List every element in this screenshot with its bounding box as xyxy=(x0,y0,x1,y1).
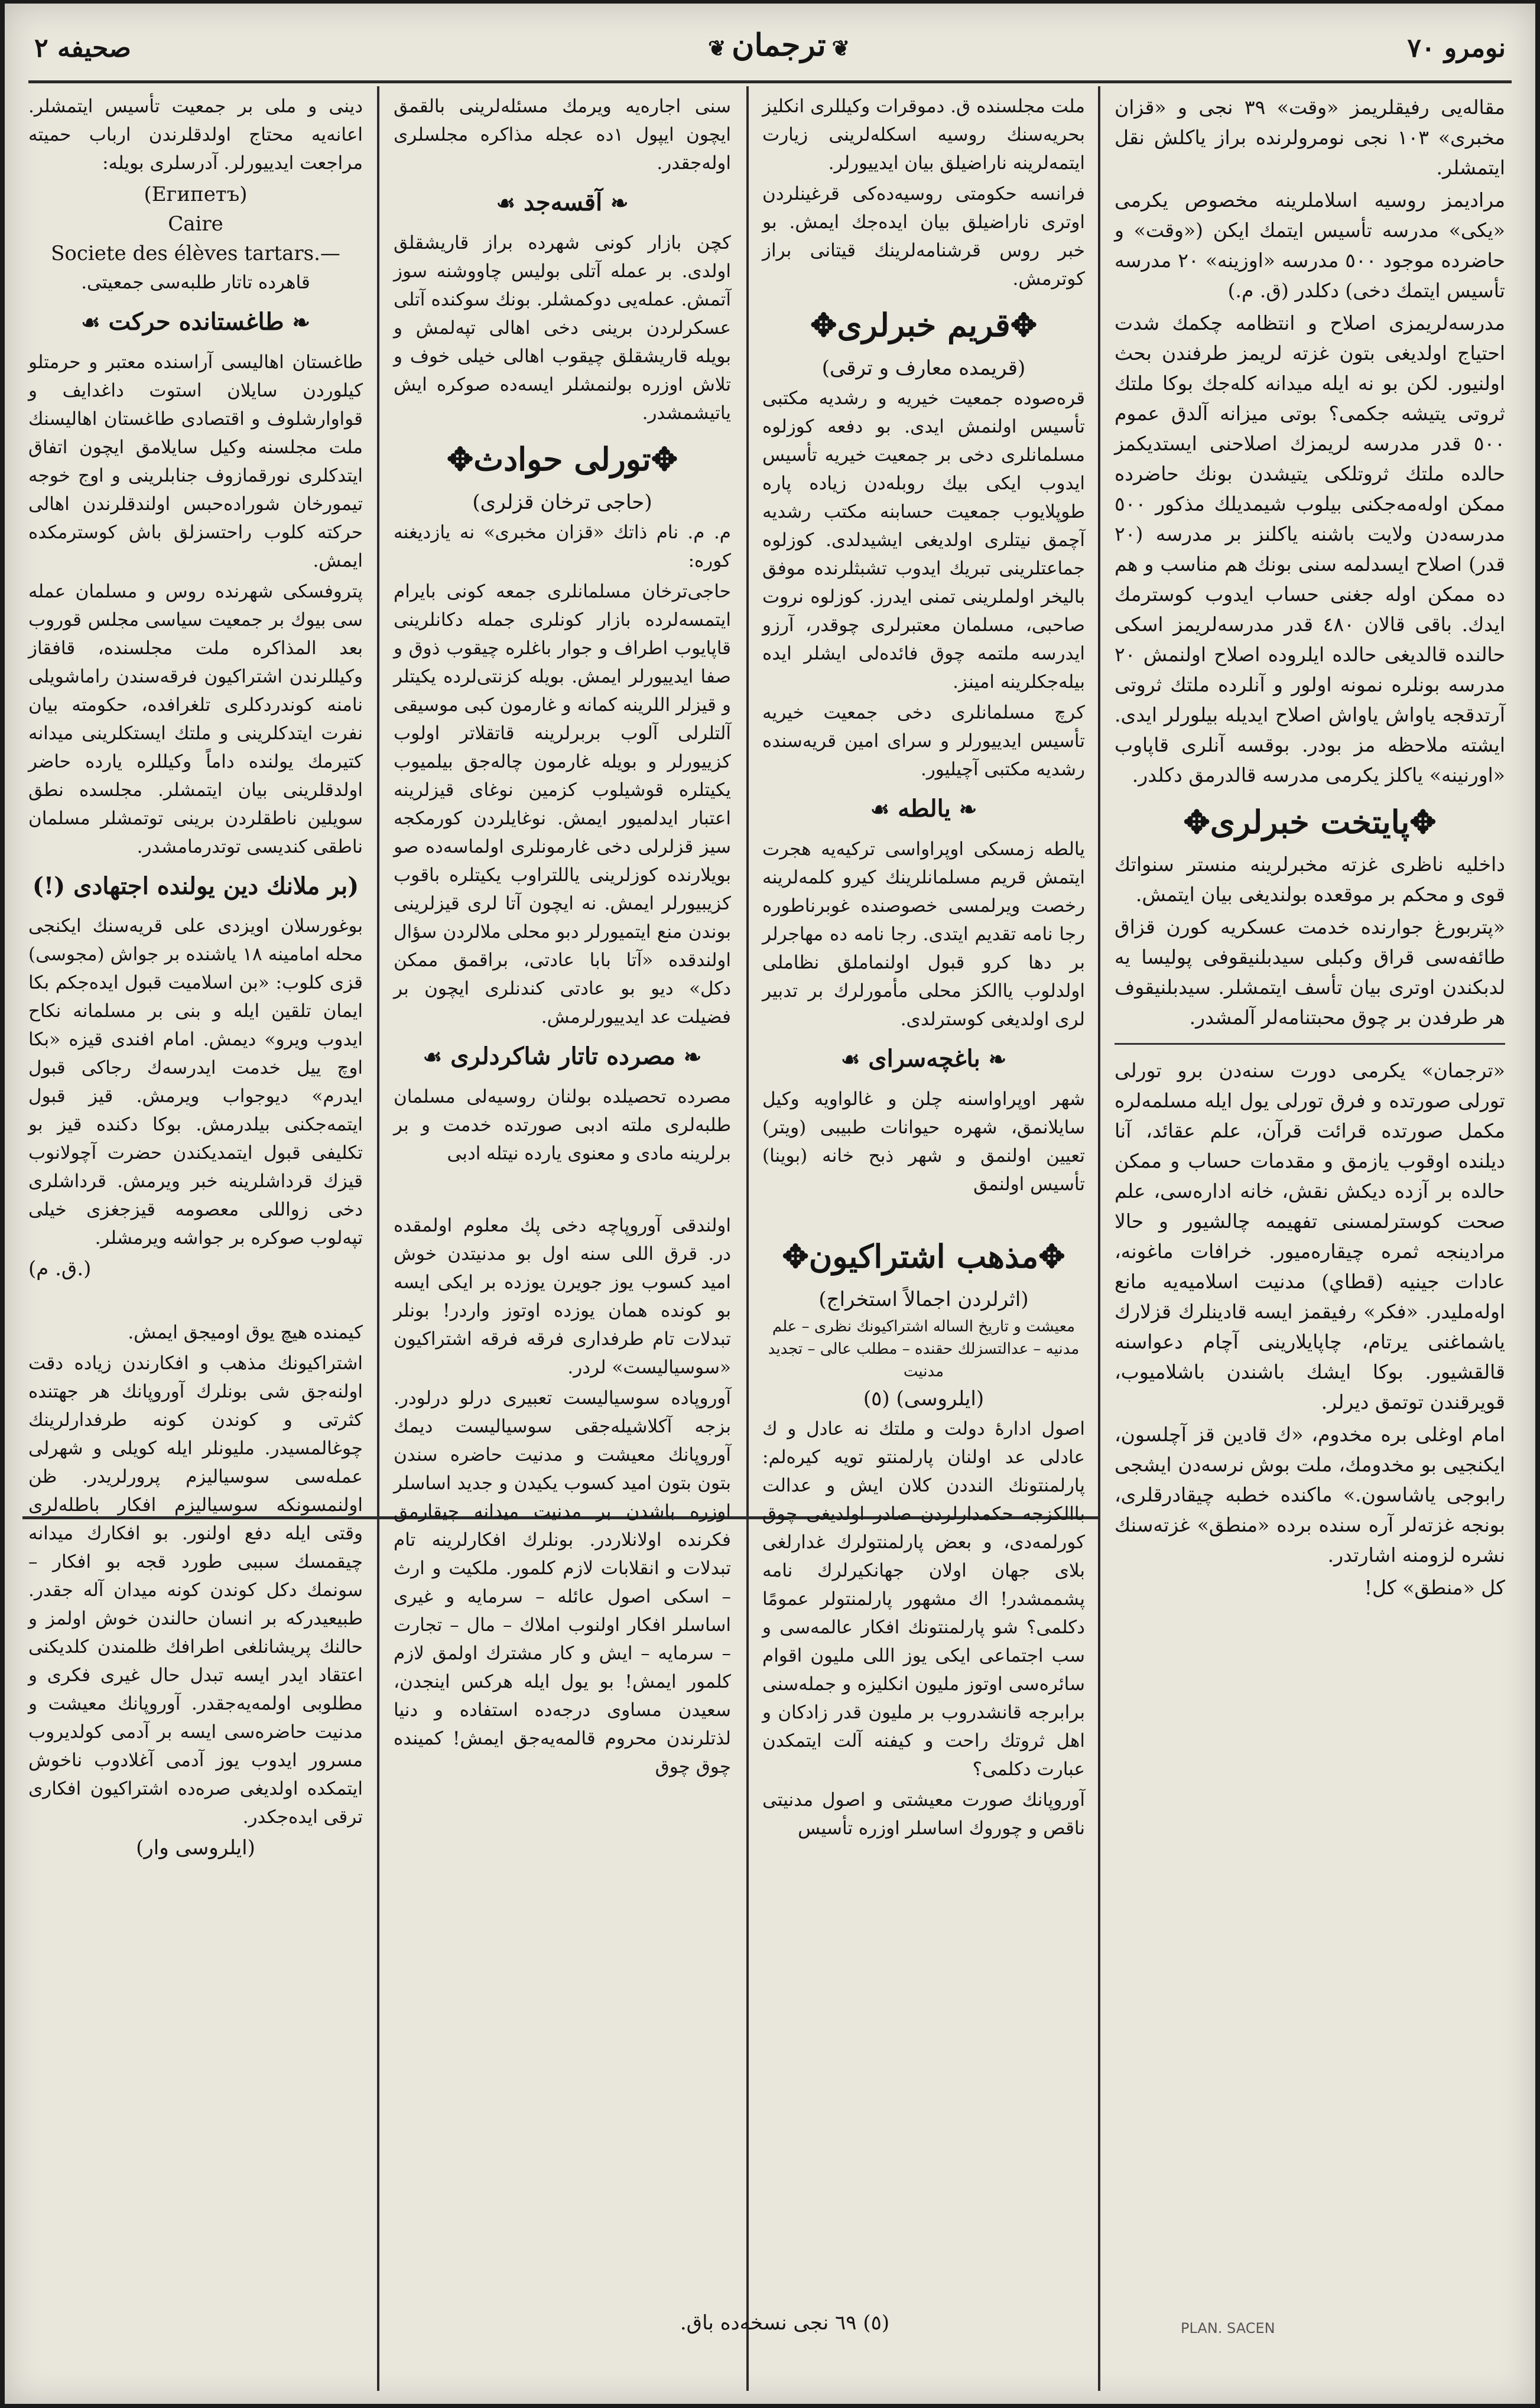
article-paragraph: بوغورسلان اويزدی علی قريه‌سنك ايكنجی محله امامينه ١٨ ياشنده بر جواش (مجوسی) قزی كلوب: «بن اسلاميت قبول ايدەجكم بكا ايمان تلقين ايله و بنی بر مسلمانه نكاح ايدوب ويرو» ديمش. امام افندی قيزه «بكا اوچ ييل خدمت ايدرسه‌ك رجاكی قبول ايدرم» ديوجواب ويرمش. قيز قبول ايتمەجكنی بيلدرمش. بوكا دكنده قيز بو تكليفی قبول ايتمديكندن حضرت آچولانوب قيزك قرداشلرينه خبر ويرمش. قرداشلری دخی زواللی معصومه قيزجغزی خيلی تپەلوب صوكره بر جواشه ويرمشلر. xyxy=(28,915,363,1249)
article-paragraph: داخليه ناظری غزته مخبرلرينه منستر سنواتك قوی و محكم بر موقعده بولنديغی بيان ايتمش. xyxy=(1115,853,1505,906)
signature: (ق. م.) xyxy=(28,1257,92,1281)
address-line: قاهرده تاتار طلبه‌سی جمعيتی. xyxy=(81,272,310,293)
article-paragraph: فرانسه حكومتی روسيه‌ده‌كی قرغينلردن اوتری ناراضيلق بيان ايدەجك ايمش. بو خبر روس قرشنامەلرينك قيتانی براز كوترمش. xyxy=(762,183,1085,290)
footnote: (٥) ٦٩ نجی نسخه‌ده باق. xyxy=(680,2311,890,2335)
article-paragraph: دينی و ملی بر جمعيت تأسيس ايتمشلر. اعانەيه محتاج اولدقلرندن ارباب حميته مراجعت ايدييورلر. آدرسلری بويله: xyxy=(28,96,363,174)
section-heading: ✥پايتخت خبرلری✥ xyxy=(1183,803,1437,841)
article-paragraph: كرچ مسلمانلری دخی جمعيت خيريه تأسيس ايدييورلر و سرای امين قريه‌سنده رشديه مكتبی آچيليور. xyxy=(762,702,1085,780)
article-paragraph: مدرسەلريمزی اصلاح و انتظامه چكمك شدت احتياج اولديغی بتون غزته لريمز طرفندن بحث اولنيور. لكن بو نه ايله ميدانه كلەجك بوكا ملتك ثروتی يتيشه جكمی؟ بوتی ميزانه آلدق عموم ٥٠٠ قدر مدرسه لريمزك اصلاحنی ايستديكمز حالده ملتك ثروتلكی يتيشدن بونك حاضرده ممكن اولەمەجكنی بيلوب شيمديلك مذكور ٥٠٠ مدرسەدن ولايت باشنه ياكلنز بر مدرسه (٢٠ قدر) اصلاح ايسدلمه سنی بونك هم مناسب و هم ده ممكن اوله جغنی حساب ايدوب كوسترمك ايدك. باقی قالان ٤٨٠ قدر مدرسه‌لريمز اسكی حالنده قالديغی حالده ايلروده اصلاح اولنمش ٢٠ مدرسه بونلره نمونه اولور و آنلرده ملتك ثروتی آرتدقجه ياواش ياواش اصلاح ايديله بيلورلر ايدی. ايشته ملاحظه مز بودر. بوقسه آنلری قاپاوب «اورنينه» ياكلز يكرمی مدرسه قالدرمق دكلدر. xyxy=(1115,311,1505,787)
section-heading: ✥قريم خبرلری✥ xyxy=(810,306,1037,344)
ornament-icon: ✥ xyxy=(447,440,474,478)
subheading: (قريمده معارف و ترقی) xyxy=(821,356,1026,380)
address-line: Societe des élèves tartars.— xyxy=(51,242,340,265)
article-paragraph: اولندقی آوروپاچه دخی پك معلوم اولمقده در. قرق اللی سنه اول بو مدنيتدن خوش اميد كسوب يوز جويرن يوزده بر ايكی ايسه بو كونده همان يوزده اوتوز واردر! بونلر تبدلات تام طرفداری فرقه فرقه اشتراكيون «سوسياليست» لردر. xyxy=(394,1215,731,1378)
column-divider xyxy=(1098,86,1100,2391)
page-number: صحيفه ٢ xyxy=(34,33,131,63)
article-paragraph: كيمنده هيچ يوق اوميجق ايمش. xyxy=(128,1322,363,1343)
subheading: (ايلروسی) (٥) xyxy=(863,1387,985,1411)
article-paragraph: «پتربورغ جوارنده خدمت عسكريه كورن قزاق طائفەسی قراق وكبلی سيدبلنيقوفی پوليسا يه لدبكندن اوتری بيان تأسف ايتمشلر. سيدبلنيقوف هر طرفدن بر چوق محبتنامەلر آلمشدر. xyxy=(1115,915,1505,1029)
article-paragraph: «ترجمان» يكرمی دورت سنه‌دن برو تورلی تورلی صورتده و فرق تورلی يول ايله مسلمه‌لره مكمل صورتده قرائت قرآن، علم عقائد، آنا ديلنده اوقوب يازمق و مقدمات حساب و ممكن حالده بر آزده ديكش نقش، خانه ادارەسی، علم صحت كوسترلمسنی تفهيمه چالشيور و حالا مرادينجه ثمره چيقارەميور. خرافات ماغونه، عادات جينيه (قطاي) مدنيت اسلاميه‌يه مانع اولەمليدر. «فكر» رفيقمز ايسه قادينلرك قزلارك ياشماغنی يرتام، چاپايلارينی آچام دعواسنه قالقشيور. بوكا ايشك باشندن باشلاميوب، قويرقندن توتمق ديرلر. xyxy=(1115,1059,1505,1413)
ornament-icon: ☙ xyxy=(81,310,100,335)
article-paragraph: آوروپانك صورت معيشتی و اصول مدنيتی ناقص و چوروك اساسلر اوزره تأسيس xyxy=(762,1789,1085,1839)
separator xyxy=(1115,1043,1505,1045)
article-paragraph: اشتراكيونك مذهب و افكارندن زياده دقت اولنەجق شی بونلرك آوروپانك هر جهتنده كثرتی و كوندن كونه طرفدارلرينك چوغالمسيدر. مليونلر ايله كويلی و شهرلی عمله‌سی سوسياليزم پرورلريدر. ظن اولنمسونكه سوسياليزم افكار باطله‌لری وقتی ايله دفع اولنور. بو افكارك ميدانه چيقمسك سببی طورد قجه بو افكار – سونمك دكل كوندن كونه ميدان آله جقدر. طبيعيدركه بر انسان حالندن خوش اولمز و حالنك پريشانلغی اطرافك ظلمندن كلديكنی اعتقاد ايدر ايسه تبدل حال غيری فكری و مطلوبی اولمه‌يه‌جقدر. آوروپانك معيشت و مدنيت حاضرەسی ايسه بر آدمی كولديروب مسرور ايدوب يوز آدمی آغلادوب ناخوش ايتمكده اولديغی صرەده اشتراكيون افكاری ترقی ايده‌جكدر. xyxy=(28,1353,363,1828)
article-paragraph: مصرده تحصيلده بولنان روسيه‌لی مسلمان طلبەلری ملته ادبی صورتده خدمت و بر برلرينه مادی و معنوی يارده نيتله ادبی xyxy=(394,1086,731,1164)
ornament-icon: ✥ xyxy=(1010,306,1037,344)
ornament-icon: ✥ xyxy=(1038,1237,1065,1275)
article-paragraph: يالطه زمسكی اوپراواسی تركيه‌يه هجرت ايتمش قريم مسلمانلرينك كيرو كلمەلرينه رخصت ويرلمسی خصوصنده غوبرناطوره رجا نامه تقديم ايتدی. رجا نامه ده مهاجرلر بر دها كرو قبول اولنماملق نظاملی اولدلوب ياالكز محلی مأمورلرك بر تدبير لری اولديغی كوسترلدی. xyxy=(762,839,1085,1030)
article-paragraph: حاجی‌ترخان مسلمانلری جمعه كونی بايرام ايتمسه‌لرده بازار كونلری جمله دكانلرينی قاپايوب اطراف و جوار باغلره چيقوب ذوق و صفا ايدييورلر ايمش. بويله كزنتی‌لرده يكيتلر و قيزلر اللرينه كمانه و غارمون كبی موسيقی آلتلرلی آلوب بربرلرينه قاتقلاتر اولوب كزييورلر و بويله غارمون چالەجق بيلميوب يكيتلره قوشيلوب كزمين نوغای قيزلرينه اعتبار ايدلميور ايمش. نوغايلردن كورمكجه سيز قزلرلی دخی غارمونلری اولماسه‌ده صو بويلارنده كوزلرينی ياللتراوب يكيتلره باقوب كزيبيورلر ايمش. نه ايچون آتا لری قيزلرينی بوندن منع ايتميورلر دبو محلی ملالردن سؤال اولندقده «آتا بابا عادتی، براقمق ممكن دكل» ديو بو عادتی كندنلری ايچون بر فضيلت عد ايدييورلرمش. xyxy=(394,581,731,1028)
ornament-icon: ❧ xyxy=(988,1047,1006,1072)
article-paragraph: قره‌صوده جمعيت خيريه و رشديه مكتبی تأسيس اولنمش ايدی. بو دفعه كوزلوه مسلمانلری دخی بر جمعيت خيريه تأسيس ايدوب ايكی بيك روبلەدن زياده پاره طوپلايوب جمعيت حسابنه مكتب رشديه آچمق نيتلری اولديغی ايشيدلدی. كوزلوه جماعتلرينی تبريك ايدوب تشبثلرنده موفق باليخر اولملرينی تمنی ايدرز. كوزلوه نروت صاحبی، مسلمان معتبرلری چوقدر، آرزو ايدرسه ملتمه چوق فائده‌لی ايشلر ايده بيله‌جكلرينه امينز. xyxy=(762,388,1085,693)
section-heading: ✥مذهب اشتراكيون✥ xyxy=(782,1237,1065,1275)
article-paragraph: سنی اجارەيه ويرمك مسئله‌لرينی بالقمق ايچون ايپول ١ده عجله مذاكره مجلسلری اوله‌جقدر. xyxy=(394,96,732,174)
subheading: معيشت و تاريخ الساله اشتراكيونك نظری – علم مدنيه – عدالتسزلك حقنده – مطلب عالی – تجديد مدنيت xyxy=(768,1318,1080,1380)
to-be-continued: (ايلروسی وار) xyxy=(136,1836,255,1860)
section-heading: ❧آقسه‌جد☙ xyxy=(496,189,629,216)
signature: كل «منطق» كل! xyxy=(1364,1576,1505,1599)
subheading: (اثرلردن اجمالاً استخراج) xyxy=(818,1288,1029,1311)
column-divider xyxy=(377,86,379,2391)
section-heading: ✥تورلی حوادث✥ xyxy=(447,440,678,478)
section-heading: ❧يالطه☙ xyxy=(870,795,977,823)
article-paragraph: امام اوغلی بره مخدوم، «ك قادين قز آچلسون، ايكنجيی بو مخدومك، ملت بوش نرسەدن ايشجی رابوجی ياشاسون.» ماكنده خطبه چيقادرقلری، بونجه غزته‌لر آره سنده برده «منطق» غزته‌سنك نشره لزومنه اشارتدر. xyxy=(1115,1423,1505,1567)
library-stamp: PLAN. SACEN xyxy=(1181,2320,1275,2336)
title-text: ترجمان xyxy=(732,27,826,63)
ornament-icon: ✥ xyxy=(810,306,837,344)
article-paragraph: مقالەيی رفيقلريمز «وقت» ٣٩ نجی و «قزان مخبری» ١٠٣ نجی نومرولرنده براز ياكلش نقل ايتمشلر. xyxy=(1115,96,1506,179)
ornament-icon: ✥ xyxy=(782,1237,809,1275)
ornament-icon: ❧ xyxy=(610,191,629,216)
subheading: (حاجی ترخان قزلری) xyxy=(472,490,652,514)
ornament-icon: ❦ xyxy=(708,36,726,61)
newspaper-page xyxy=(5,4,1535,2404)
article-paragraph: مراديمز روسيه اسلاملرينه مخصوص يكرمی «يكی» مدرسه تأسيس ايتمك ايكن («وقت» و حاضرده موجود ٥٠٠ مدرسه «اوزينه» ٢٠ مدرسه تأسيس ايتمك دخی) دكلدر (ق. م.) xyxy=(1115,189,1505,302)
column-2 xyxy=(749,86,1098,2379)
ornament-icon: ✥ xyxy=(1409,803,1437,841)
column-4 xyxy=(15,86,376,2379)
ornament-icon: ❧ xyxy=(292,310,310,335)
column-3 xyxy=(381,86,744,2379)
address-line: Caire xyxy=(168,212,223,236)
ornament-icon: ☙ xyxy=(870,797,890,822)
article-paragraph: آوروپاده سوسياليست تعبيری درلو درلودر. بزجه آكلاشيله‌جقی سوسياليست ديمك آوروپانك معيشت و مدنيت حاضره سندن بتون بتون اميد كسوب يكيدن و جديد اساسلر اوزره باشدن بر مدنيت ميدانه چيقارمق فكرنده اولانلاردر. بونلرك افكارلرينه تام تبدلات و انقلابات لازم كلمور. ملكيت و ارث – اسكی اصول عائله – سرمايه و غيری اساسلر افكار اولنوب املاك – مال – تجارت – سرمايه – ايش و كار مشترك اولمق لازم كلمور ايمش! بو يول ايله هركس اينجدن، سعيدن مساوی درجەده استفاده و دنيا لذتلرندن محروم قالمەيەجق ايمش! كمينده چوق چوق xyxy=(394,1387,731,1777)
newspaper-title xyxy=(667,27,891,63)
ornament-icon: ☙ xyxy=(423,1045,443,1070)
section-heading: ❧مصرده تاتار شاكردلری☙ xyxy=(423,1042,702,1070)
address-line: (Египетъ) xyxy=(144,183,248,206)
article-paragraph: ملت مجلسنده ق. دموقرات وكيللری انكليز بحريه‌سنك روسيه اسكله‌لرينی زيارت ايتمەلرينه ناراضيلق بيان ايدييورلر. xyxy=(762,96,1085,174)
section-heading: ❧باغچه‌سرای☙ xyxy=(841,1045,1006,1073)
article-paragraph: اصول ادارهٔ دولت و ملتك نه عادل و ك عادلی عد اولنان پارلمنتو تويه كيرەلم: پارلمنتونك النددن كلان ايش و عدالت باالكزجه حكمدارلردن صادر اولديغی چوق كورلمەدی، و بعض پارلمنتولرك غدارلغی بلای جهان اولان جهانكيرلرك نامه پشممشدر! اك مشهور پارلمنتولر عمومًا دكلمی؟ شو پارلمنتونك افكار عالمه‌سی و سب اجتماعی ايكی يوز اللی مليون اقوام سائرەسی اوتوز مليون انكليزه و جملەسنی برابرجه قانشدروب بر مليون قدر زادكان و اهل ثروتك راحت و كيفنه آلت ايتمكدن عبارت دكلمی؟ xyxy=(762,1418,1085,1780)
section-heading: (بر ملانك دين يولنده اجتهادی (!) xyxy=(32,872,359,900)
column-1 xyxy=(1102,86,1518,2379)
ornament-icon: ❧ xyxy=(959,797,977,822)
ornament-icon: ❧ xyxy=(684,1045,702,1070)
article-paragraph: طاغستان اهاليسی آراسنده معتبر و حرمتلو كيلوردن سايلان استوت داغدايف و قواوارشلوف و اقتصادی طاغستان اهاليسنك ملت مجلسنه وكيل سايلامق ايچون اتفاق ايتدكلری نورقمازوف جنابلرينی و اوج خوجه تيمورخان شوراده‌حبس اولندقلرندن اهالی حركته كلوب راحتسزلق باش كوسترمكده ايمش. xyxy=(28,352,363,571)
article-paragraph: م. م. نام ذاتك «قزان مخبری» نه يازديغنه كوره: xyxy=(394,522,731,571)
article-paragraph: پتروفسكی شهرنده روس و مسلمان عمله سی بيوك بر جمعيت سياسی مجلس قوروب بعد المذاكره ملت مجلسنده، قافقاز وكيللرندن اشتراكيون فرقه‌سندن راماشويلی نامنه كوندردكلری تلغرافده، حكومته بيان نفرت ايتدكلرينی و ملتك ايستكلرينی ميدانه كتيرمك يولنده داماً وكيللره يارده حاضر اولدقلرينی بيان ايتمشلر. مجلسده نطق سويلين ناطقلردن برينی توتمشلر مسلمان ناطقی كنديسی توتدرمامشدر. xyxy=(28,581,363,857)
column-divider xyxy=(746,86,749,2391)
article-paragraph: شهر اوپراواسنه چلن و غالواويه وكيل سايلانمق، شهره حيوانات طبيبی (ويتر) تعيين اولنمق و شهر ذبح خانه (بوينا) تأسيس اولنمق xyxy=(762,1088,1085,1195)
issue-number: نومرو ٧٠ xyxy=(1407,33,1506,63)
ornament-icon: ✥ xyxy=(1183,803,1210,841)
section-heading: ❧طاغستانده حركت☙ xyxy=(81,308,310,336)
ornament-icon: ☙ xyxy=(496,191,515,216)
ornament-icon: ✥ xyxy=(651,440,678,478)
article-paragraph: كچن بازار كونی شهرده براز قاريشقلق اولدی. بر عمله آتلی بوليس چاووشنه سوز آتمش. عمله‌يی دوكمشلر. بونك سوكنده آتلی عسكرلردن برينی دخی اهالی تپەلمش و بويله قاريشقلق چيقوب اهالی خيلی خوف و تلاش اوزره بولنمشلر ايسه‌ده صوكره ايش ياتيشمشدر. xyxy=(394,232,731,424)
masthead xyxy=(28,15,1512,83)
ornament-icon: ☙ xyxy=(841,1047,860,1072)
ornament-icon: ❦ xyxy=(831,36,850,61)
